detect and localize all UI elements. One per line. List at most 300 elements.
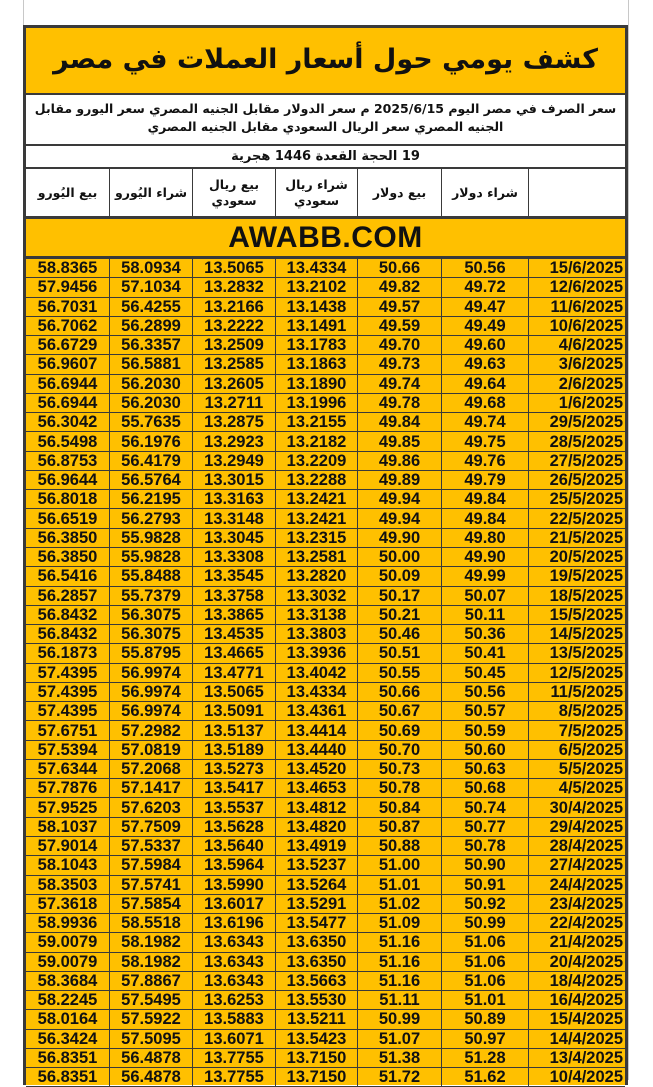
table-row — [26, 741, 625, 760]
cell-sell-eur: 58.1043 — [37, 856, 98, 875]
cell-buy-eur: 56.4179 — [109, 452, 192, 470]
cell-sell-sar: 13.4771 — [192, 664, 275, 682]
cell-date: 20/4/2025 — [528, 953, 625, 971]
table-row — [26, 644, 625, 663]
table-row — [26, 355, 625, 374]
cell-date: 18/4/2025 — [528, 972, 625, 990]
header-sell-usd: بيع دولار — [357, 169, 441, 216]
cell-buy-usd: 49.47 — [441, 298, 528, 316]
cell-date: 15/5/2025 — [528, 606, 625, 624]
cell-date: 26/5/2025 — [528, 471, 625, 489]
cell-sell-sar: 13.5628 — [192, 818, 275, 836]
table-row — [26, 991, 625, 1010]
cell-buy-eur: 58.1982 — [109, 953, 192, 971]
cell-sell-usd: 49.82 — [357, 278, 441, 296]
cell-buy-usd: 49.72 — [441, 278, 528, 296]
cell-date: 27/5/2025 — [528, 452, 625, 470]
cell-sell-eur: 57.9456 — [37, 278, 98, 297]
cell-buy-eur: 55.7635 — [109, 413, 192, 431]
cell-sell-usd: 49.84 — [357, 413, 441, 431]
cell-sell-usd: 51.11 — [357, 991, 441, 1009]
cell-sell-usd: 50.09 — [357, 567, 441, 585]
cell-sell-eur: 56.1873 — [37, 644, 98, 663]
cell-sell-sar: 13.2875 — [192, 413, 275, 431]
cell-buy-usd: 50.63 — [441, 760, 528, 778]
cell-date: 15/4/2025 — [528, 1010, 625, 1028]
table-row — [26, 606, 625, 625]
cell-buy-eur: 57.5337 — [109, 837, 192, 855]
cell-sell-sar: 13.6343 — [192, 972, 275, 990]
table-row — [26, 259, 625, 278]
cell-sell-sar: 13.2949 — [192, 452, 275, 470]
cell-sell-eur: 56.5498 — [37, 432, 98, 451]
cell-buy-sar: 13.3032 — [275, 587, 357, 605]
cell-sell-sar: 13.5273 — [192, 760, 275, 778]
cell-sell-usd: 51.16 — [357, 933, 441, 951]
cell-date: 13/5/2025 — [528, 644, 625, 662]
cell-sell-eur: 57.6751 — [37, 721, 98, 740]
cell-buy-sar: 13.2421 — [275, 509, 357, 527]
cell-sell-sar: 13.2832 — [192, 278, 275, 296]
table-row — [26, 413, 625, 432]
cell-sell-eur: 56.6729 — [37, 336, 98, 355]
cell-buy-sar: 13.2315 — [275, 529, 357, 547]
cell-sell-eur: 56.8432 — [37, 605, 98, 624]
cell-date: 4/5/2025 — [528, 779, 625, 797]
cell-buy-usd: 51.06 — [441, 972, 528, 990]
cell-buy-usd: 49.63 — [441, 355, 528, 373]
cell-buy-sar: 13.6350 — [275, 953, 357, 971]
cell-buy-sar: 13.1491 — [275, 317, 357, 335]
cell-date: 8/5/2025 — [528, 702, 625, 720]
cell-buy-usd: 51.62 — [441, 1068, 528, 1086]
cell-sell-sar: 13.5137 — [192, 721, 275, 739]
cell-sell-sar: 13.2222 — [192, 317, 275, 335]
cell-sell-usd: 49.73 — [357, 355, 441, 373]
cell-sell-eur: 59.0079 — [37, 933, 98, 952]
cell-buy-usd: 49.68 — [441, 394, 528, 412]
cell-buy-usd: 50.77 — [441, 818, 528, 836]
cell-buy-sar: 13.2155 — [275, 413, 357, 431]
cell-buy-eur: 56.4878 — [109, 1068, 192, 1086]
cell-date: 14/5/2025 — [528, 625, 625, 643]
cell-sell-usd: 49.86 — [357, 452, 441, 470]
cell-sell-sar: 13.3148 — [192, 509, 275, 527]
table-row — [26, 953, 625, 972]
table-row — [26, 664, 625, 683]
cell-buy-usd: 49.60 — [441, 336, 528, 354]
cell-buy-eur: 56.2030 — [109, 375, 192, 393]
cell-buy-usd: 50.41 — [441, 644, 528, 662]
cell-buy-sar: 13.5530 — [275, 991, 357, 1009]
cell-sell-sar: 13.2509 — [192, 336, 275, 354]
cell-buy-sar: 13.4334 — [275, 259, 357, 277]
cell-buy-eur: 57.1034 — [109, 278, 192, 296]
cell-buy-sar: 13.2182 — [275, 432, 357, 450]
table-row — [26, 587, 625, 606]
cell-buy-eur: 57.5984 — [109, 856, 192, 874]
cell-buy-eur: 57.8867 — [109, 972, 192, 990]
cell-sell-eur: 58.3684 — [37, 971, 98, 990]
cell-date: 4/6/2025 — [528, 336, 625, 354]
cell-date: 10/6/2025 — [528, 317, 625, 335]
header-sell-eur: بيع اليُورو — [37, 184, 98, 200]
cell-sell-usd: 50.84 — [357, 798, 441, 816]
table-row — [26, 856, 625, 875]
cell-buy-eur: 56.2899 — [109, 317, 192, 335]
cell-buy-eur: 55.8488 — [109, 567, 192, 585]
cell-sell-eur: 58.0164 — [37, 1010, 98, 1029]
cell-buy-usd: 50.60 — [441, 741, 528, 759]
cell-sell-eur: 56.9607 — [37, 355, 98, 374]
cell-sell-eur: 58.9936 — [37, 914, 98, 933]
cell-date: 13/4/2025 — [528, 1049, 625, 1067]
cell-sell-usd: 50.46 — [357, 625, 441, 643]
cell-sell-usd: 50.67 — [357, 702, 441, 720]
cell-sell-usd: 50.70 — [357, 741, 441, 759]
cell-sell-eur: 56.8432 — [37, 625, 98, 644]
cell-sell-usd: 50.78 — [357, 779, 441, 797]
cell-buy-sar: 13.1890 — [275, 375, 357, 393]
cell-date: 1/6/2025 — [528, 394, 625, 412]
cell-buy-eur: 57.5741 — [109, 876, 192, 894]
cell-date: 16/4/2025 — [528, 991, 625, 1009]
cell-sell-usd: 51.01 — [357, 876, 441, 894]
table-row — [26, 1030, 625, 1049]
cell-sell-sar: 13.6017 — [192, 895, 275, 913]
cell-buy-usd: 50.89 — [441, 1010, 528, 1028]
cell-sell-usd: 50.87 — [357, 818, 441, 836]
cell-sell-usd: 50.73 — [357, 760, 441, 778]
table-row — [26, 548, 625, 567]
cell-sell-eur: 57.9014 — [37, 837, 98, 856]
cell-sell-eur: 58.2245 — [37, 991, 98, 1010]
site-brand: AWABB.COM — [26, 219, 625, 259]
cell-sell-sar: 13.2166 — [192, 298, 275, 316]
cell-buy-eur: 57.2982 — [109, 721, 192, 739]
cell-sell-eur: 56.3042 — [37, 413, 98, 432]
cell-buy-usd: 49.75 — [441, 432, 528, 450]
cell-buy-sar: 13.1783 — [275, 336, 357, 354]
intro-text: سعر الصرف في مصر اليوم 2025/6/15 م سعر الدولار مقابل الجنيه المصري سعر اليورو مقابل الجنيه المصري سعر الريال السعودي مقابل الجنيه المصري — [26, 93, 625, 146]
cell-sell-eur: 57.4395 — [37, 682, 98, 701]
table-row — [26, 375, 625, 394]
cell-buy-sar: 13.7150 — [275, 1049, 357, 1067]
cell-sell-usd: 49.89 — [357, 471, 441, 489]
cell-buy-usd: 49.49 — [441, 317, 528, 335]
table-row — [26, 972, 625, 991]
cell-date: 11/6/2025 — [528, 298, 625, 316]
cell-sell-usd: 51.72 — [357, 1068, 441, 1086]
cell-date: 14/4/2025 — [528, 1030, 625, 1048]
cell-buy-sar: 13.1996 — [275, 394, 357, 412]
cell-sell-usd: 49.57 — [357, 298, 441, 316]
cell-sell-usd: 50.69 — [357, 721, 441, 739]
cell-buy-usd: 51.28 — [441, 1049, 528, 1067]
cell-date: 28/4/2025 — [528, 837, 625, 855]
cell-buy-usd: 50.45 — [441, 664, 528, 682]
table-row — [26, 317, 625, 336]
cell-buy-usd: 51.06 — [441, 953, 528, 971]
cell-buy-sar: 13.4440 — [275, 741, 357, 759]
cell-sell-eur: 56.6519 — [37, 509, 98, 528]
cell-buy-sar: 13.2209 — [275, 452, 357, 470]
cell-buy-usd: 49.64 — [441, 375, 528, 393]
cell-sell-sar: 13.3545 — [192, 567, 275, 585]
cell-date: 29/4/2025 — [528, 818, 625, 836]
cell-sell-eur: 56.9644 — [37, 471, 98, 490]
cell-buy-sar: 13.1863 — [275, 355, 357, 373]
cell-sell-sar: 13.5964 — [192, 856, 275, 874]
table-row — [26, 529, 625, 548]
cell-sell-sar: 13.2605 — [192, 375, 275, 393]
cell-buy-sar: 13.5291 — [275, 895, 357, 913]
cell-buy-eur: 56.9974 — [109, 683, 192, 701]
cell-buy-sar: 13.5663 — [275, 972, 357, 990]
table-row — [26, 298, 625, 317]
cell-buy-eur: 56.5764 — [109, 471, 192, 489]
table-row — [26, 490, 625, 509]
cell-buy-usd: 49.76 — [441, 452, 528, 470]
cell-sell-sar: 13.5883 — [192, 1010, 275, 1028]
cell-buy-usd: 50.57 — [441, 702, 528, 720]
hijri-date: 19 الحجة القعدة 1446 هجرية — [26, 146, 625, 169]
cell-sell-usd: 51.00 — [357, 856, 441, 874]
cell-date: 18/5/2025 — [528, 587, 625, 605]
cell-sell-eur: 56.2857 — [37, 586, 98, 605]
cell-buy-sar: 13.4820 — [275, 818, 357, 836]
cell-sell-sar: 13.2585 — [192, 355, 275, 373]
cell-buy-eur: 55.9828 — [109, 529, 192, 547]
cell-buy-eur: 56.5881 — [109, 355, 192, 373]
cell-sell-sar: 13.3758 — [192, 587, 275, 605]
cell-buy-usd: 49.84 — [441, 509, 528, 527]
cell-sell-sar: 13.3865 — [192, 606, 275, 624]
header-buy-sar: شراء ريال سعودي — [275, 169, 357, 216]
cell-buy-sar: 13.5264 — [275, 876, 357, 894]
header-buy-usd: شراء دولار — [441, 169, 528, 216]
cell-buy-usd: 50.36 — [441, 625, 528, 643]
cell-sell-usd: 50.99 — [357, 1010, 441, 1028]
table-row — [26, 625, 625, 644]
cell-buy-sar: 13.3138 — [275, 606, 357, 624]
cell-buy-usd: 50.99 — [441, 914, 528, 932]
cell-buy-eur: 56.3357 — [109, 336, 192, 354]
cell-buy-eur: 55.8795 — [109, 644, 192, 662]
cell-buy-eur: 58.5518 — [109, 914, 192, 932]
cell-sell-usd: 49.94 — [357, 509, 441, 527]
cell-buy-sar: 13.3936 — [275, 644, 357, 662]
cell-sell-sar: 13.3045 — [192, 529, 275, 547]
cell-buy-sar: 13.5477 — [275, 914, 357, 932]
table-row — [26, 432, 625, 451]
cell-sell-eur: 56.5416 — [37, 567, 98, 586]
cell-date: 12/6/2025 — [528, 278, 625, 296]
cell-sell-sar: 13.6343 — [192, 933, 275, 951]
cell-sell-sar: 13.6071 — [192, 1030, 275, 1048]
cell-sell-usd: 51.09 — [357, 914, 441, 932]
cell-sell-usd: 49.70 — [357, 336, 441, 354]
cell-sell-eur: 58.8365 — [37, 259, 98, 278]
cell-buy-eur: 56.4878 — [109, 1049, 192, 1067]
cell-buy-eur: 57.7509 — [109, 818, 192, 836]
cell-sell-eur: 56.8351 — [37, 1068, 98, 1087]
cell-buy-usd: 49.79 — [441, 471, 528, 489]
table-header — [26, 169, 625, 219]
cell-sell-eur: 57.6344 — [37, 760, 98, 779]
cell-date: 11/5/2025 — [528, 683, 625, 701]
cell-date: 15/6/2025 — [528, 259, 625, 277]
cell-sell-eur: 58.1037 — [37, 817, 98, 836]
table-row — [26, 779, 625, 798]
cell-sell-usd: 49.59 — [357, 317, 441, 335]
cell-buy-eur: 57.1417 — [109, 779, 192, 797]
cell-sell-sar: 13.3163 — [192, 490, 275, 508]
cell-buy-usd: 50.11 — [441, 606, 528, 624]
cell-buy-usd: 50.56 — [441, 683, 528, 701]
cell-buy-usd: 50.97 — [441, 1030, 528, 1048]
cell-sell-sar: 13.7755 — [192, 1068, 275, 1086]
cell-buy-sar: 13.3803 — [275, 625, 357, 643]
cell-date: 12/5/2025 — [528, 664, 625, 682]
table-row — [26, 471, 625, 490]
table-row — [26, 760, 625, 779]
cell-sell-usd: 50.17 — [357, 587, 441, 605]
cell-sell-usd: 49.74 — [357, 375, 441, 393]
cell-buy-eur: 58.0934 — [109, 259, 192, 277]
cell-sell-eur: 56.8018 — [37, 490, 98, 509]
table-row — [26, 336, 625, 355]
cell-buy-usd: 50.90 — [441, 856, 528, 874]
rates-rows — [26, 259, 625, 1087]
cell-buy-eur: 57.2068 — [109, 760, 192, 778]
cell-sell-sar: 13.5640 — [192, 837, 275, 855]
cell-buy-eur: 57.5495 — [109, 991, 192, 1009]
cell-buy-eur: 56.3075 — [109, 625, 192, 643]
table-row — [26, 509, 625, 528]
cell-buy-usd: 49.74 — [441, 413, 528, 431]
cell-buy-sar: 13.5423 — [275, 1030, 357, 1048]
cell-sell-sar: 13.5065 — [192, 683, 275, 701]
cell-date: 21/5/2025 — [528, 529, 625, 547]
cell-buy-usd: 50.78 — [441, 837, 528, 855]
cell-buy-usd: 49.80 — [441, 529, 528, 547]
cell-buy-usd: 50.68 — [441, 779, 528, 797]
cell-buy-eur: 56.1976 — [109, 432, 192, 450]
table-row — [26, 895, 625, 914]
cell-buy-usd: 50.92 — [441, 895, 528, 913]
cell-sell-eur: 59.0079 — [37, 952, 98, 971]
cell-sell-sar: 13.5990 — [192, 876, 275, 894]
cell-sell-eur: 57.5394 — [37, 740, 98, 759]
cell-buy-sar: 13.4653 — [275, 779, 357, 797]
cell-date: 20/5/2025 — [528, 548, 625, 566]
cell-date: 6/5/2025 — [528, 741, 625, 759]
cell-date: 23/4/2025 — [528, 895, 625, 913]
cell-sell-sar: 13.2923 — [192, 432, 275, 450]
cell-sell-usd: 50.51 — [357, 644, 441, 662]
cell-sell-sar: 13.6196 — [192, 914, 275, 932]
cell-buy-eur: 56.9974 — [109, 664, 192, 682]
cell-buy-usd: 49.99 — [441, 567, 528, 585]
table-row — [26, 1010, 625, 1029]
cell-sell-eur: 57.7876 — [37, 779, 98, 798]
cell-date: 22/5/2025 — [528, 509, 625, 527]
cell-buy-eur: 57.5922 — [109, 1010, 192, 1028]
cell-date: 5/5/2025 — [528, 760, 625, 778]
cell-sell-sar: 13.5091 — [192, 702, 275, 720]
cell-buy-usd: 50.56 — [441, 259, 528, 277]
cell-sell-usd: 49.94 — [357, 490, 441, 508]
cell-buy-eur: 57.5095 — [109, 1030, 192, 1048]
cell-sell-sar: 13.5537 — [192, 798, 275, 816]
cell-sell-eur: 56.8753 — [37, 451, 98, 470]
cell-buy-eur: 57.6203 — [109, 798, 192, 816]
cell-buy-eur: 56.9974 — [109, 702, 192, 720]
cell-sell-eur: 57.3618 — [37, 894, 98, 913]
table-row — [26, 933, 625, 952]
cell-sell-eur: 57.4395 — [37, 702, 98, 721]
cell-sell-eur: 56.6944 — [37, 393, 98, 412]
cell-buy-eur: 56.3075 — [109, 606, 192, 624]
table-row — [26, 818, 625, 837]
cell-buy-sar: 13.4919 — [275, 837, 357, 855]
cell-buy-eur: 57.0819 — [109, 741, 192, 759]
cell-sell-sar: 13.7755 — [192, 1049, 275, 1067]
header-date — [528, 169, 625, 216]
cell-buy-sar: 13.2421 — [275, 490, 357, 508]
table-row — [26, 876, 625, 895]
cell-buy-usd: 50.74 — [441, 798, 528, 816]
grid-line — [628, 0, 629, 1080]
cell-buy-usd: 49.84 — [441, 490, 528, 508]
cell-buy-eur: 56.4255 — [109, 298, 192, 316]
cell-buy-sar: 13.2102 — [275, 278, 357, 296]
cell-buy-sar: 13.4414 — [275, 721, 357, 739]
table-row — [26, 721, 625, 740]
table-row — [26, 798, 625, 817]
page-title: كشف يومي حول أسعار العملات في مصر — [53, 43, 598, 75]
cell-sell-usd: 50.66 — [357, 259, 441, 277]
header-buy-eur: شراء اليُورو — [109, 169, 192, 216]
table-row — [26, 1049, 625, 1068]
cell-buy-eur: 56.2793 — [109, 509, 192, 527]
cell-sell-eur: 56.3424 — [37, 1029, 98, 1048]
cell-date: 2/6/2025 — [528, 375, 625, 393]
cell-sell-usd: 51.38 — [357, 1049, 441, 1067]
cell-date: 25/5/2025 — [528, 490, 625, 508]
cell-sell-usd: 50.21 — [357, 606, 441, 624]
cell-buy-eur: 56.2030 — [109, 394, 192, 412]
cell-sell-usd: 49.90 — [357, 529, 441, 547]
cell-sell-sar: 13.3308 — [192, 548, 275, 566]
cell-buy-usd: 50.59 — [441, 721, 528, 739]
cell-buy-sar: 13.7150 — [275, 1068, 357, 1086]
table-row — [26, 914, 625, 933]
cell-buy-sar: 13.5237 — [275, 856, 357, 874]
cell-date: 29/5/2025 — [528, 413, 625, 431]
cell-buy-eur: 55.7379 — [109, 587, 192, 605]
cell-buy-eur: 58.1982 — [109, 933, 192, 951]
table-row — [26, 394, 625, 413]
cell-buy-sar: 13.6350 — [275, 933, 357, 951]
table-row — [26, 1068, 625, 1087]
cell-date: 19/5/2025 — [528, 567, 625, 585]
table-row — [26, 837, 625, 856]
cell-date: 27/4/2025 — [528, 856, 625, 874]
cell-sell-sar: 13.3015 — [192, 471, 275, 489]
cell-date: 24/4/2025 — [528, 876, 625, 894]
